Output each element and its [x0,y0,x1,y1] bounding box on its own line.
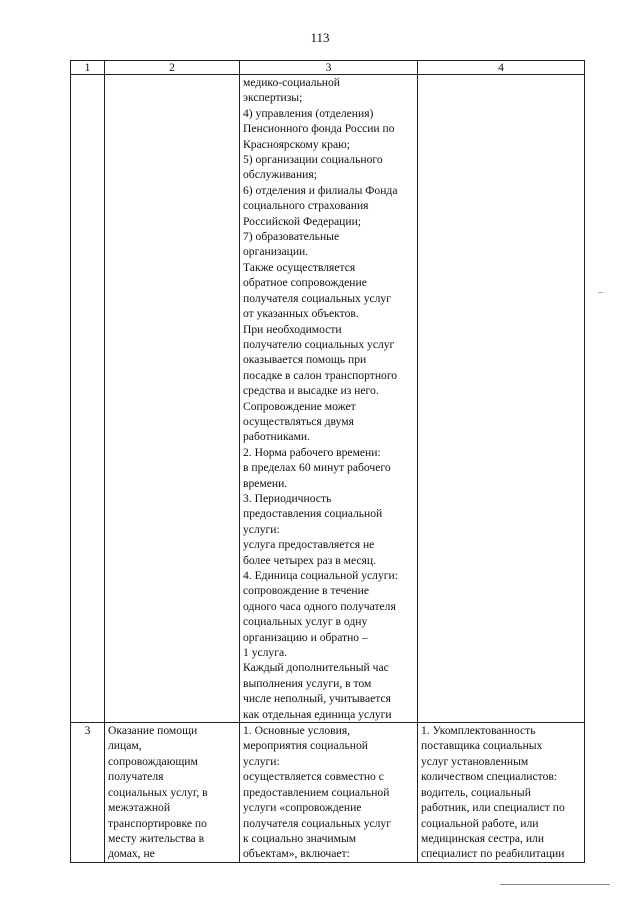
text-line: как отдельная единица услуги [243,707,392,721]
text-line: Российской Федерации; [243,214,362,228]
text-line: обратное сопровождение [243,276,367,290]
text-line: месту жительства в [108,831,205,845]
text-line: 1 услуга. [243,646,288,660]
table-row [71,75,585,723]
text-line: 7) образовательные [243,230,340,244]
text-line: осуществляется совместно с [243,770,384,784]
row-number-cell: 3 [71,723,105,863]
text-line: 4. Единица социальной услуги: [243,569,398,582]
text-line: 1. Основные условия, [243,724,351,738]
header-col-2: 2 [105,61,240,75]
text-line: числе неполный, учитывается [243,692,391,706]
text-line: мероприятия социальной [243,739,368,753]
header-col-4: 4 [418,61,585,75]
text-line: медицинская сестра, или [421,831,545,845]
header-col-3: 3 [240,61,418,75]
text-line: При необходимости [243,322,342,336]
text-line: количеством специалистов: [421,770,558,784]
text-line: услуги: [243,754,280,768]
text-line: получателя социальных услуг [243,816,391,830]
quality-indicators-cell [418,75,585,723]
text-line: 4) управления (отделения) [243,106,374,120]
text-line: к социально значимым [243,831,357,845]
services-table [70,60,585,863]
text-line: Красноярскому краю; [243,137,350,151]
text-line: водитель, социальный [421,785,531,799]
text-line: Каждый дополнительный час [243,661,389,675]
text-line: услуг установленным [421,754,529,768]
text-line: медико-социальной [243,76,341,89]
text-line: сопровождающим [108,754,198,768]
text-line: обслуживания; [243,168,317,182]
service-name-cell [105,75,240,723]
text-line: межэтажной [108,801,171,815]
text-line: социальных услуг в одну [243,615,368,629]
text-line: услуги «сопровождение [243,801,362,815]
text-line: Оказание помощи [108,724,198,738]
text-line: специалист по реабилитации [421,847,565,861]
text-line: получателя социальных услуг [243,291,391,305]
text-line: социальных услуг, в [108,785,208,799]
text-line: посадке в салон транспортного [243,368,398,382]
text-line: социальной работе, или [421,816,539,830]
text-line: выполнения услуги, в том [243,676,372,690]
text-line: времени. [243,476,288,490]
service-name-cell [105,723,240,863]
text-line: осуществляться двумя [243,414,354,428]
text-line: 6) отделения и филиалы Фонда [243,183,398,197]
text-line: объектам», включает: [243,847,350,861]
page-number: 113 [310,30,330,45]
table-header-row [71,61,585,75]
service-description-cell [240,75,418,723]
text-line: транспортировке по [108,816,207,830]
bottom-rule [500,884,610,885]
text-line: 2. Норма рабочего времени: [243,445,381,459]
quality-indicators-cell [418,723,585,863]
row-number-cell [71,75,105,723]
text-line: Также осуществляется [243,260,356,274]
text-line: экспертизы; [243,91,303,105]
text-line: оказывается помощь при [243,353,367,367]
text-line: домах, не [108,847,155,861]
header-col-1: 1 [71,61,105,75]
text-line: Пенсионного фонда России по [243,122,395,136]
text-line: 5) организации социального [243,153,383,167]
text-line: 1. Укомплектованность [421,724,536,738]
text-line: сопровождение в течение [243,584,369,598]
text-line: социального страхования [243,199,369,213]
text-line: организации. [243,245,309,259]
text-line: от указанных объектов. [243,307,359,321]
text-line: Сопровождение может [243,399,356,413]
text-line: организацию и обратно – [243,630,368,644]
text-line: более четырех раз в месяц. [243,553,376,567]
text-line: работниками. [243,430,311,444]
text-line: 3. Периодичность [243,491,332,505]
text-line: предоставления социальной [243,507,383,521]
text-line: получателя [108,770,164,784]
margin-mark [598,292,603,293]
text-line: в пределах 60 минут рабочего [243,461,391,475]
text-line: средства и высадке из него. [243,384,379,398]
text-line: предоставлением социальной [243,785,390,799]
text-line: услуга предоставляется не [243,538,375,552]
text-line: получателю социальных услуг [243,337,395,351]
text-line: услуги: [243,522,280,536]
text-line: поставщика социальных [421,739,543,753]
table-row [71,723,585,863]
text-line: одного часа одного получателя [243,599,396,613]
text-line: лицам, [108,739,142,753]
service-description-cell [240,723,418,863]
text-line: работник, или специалист по [421,801,565,815]
